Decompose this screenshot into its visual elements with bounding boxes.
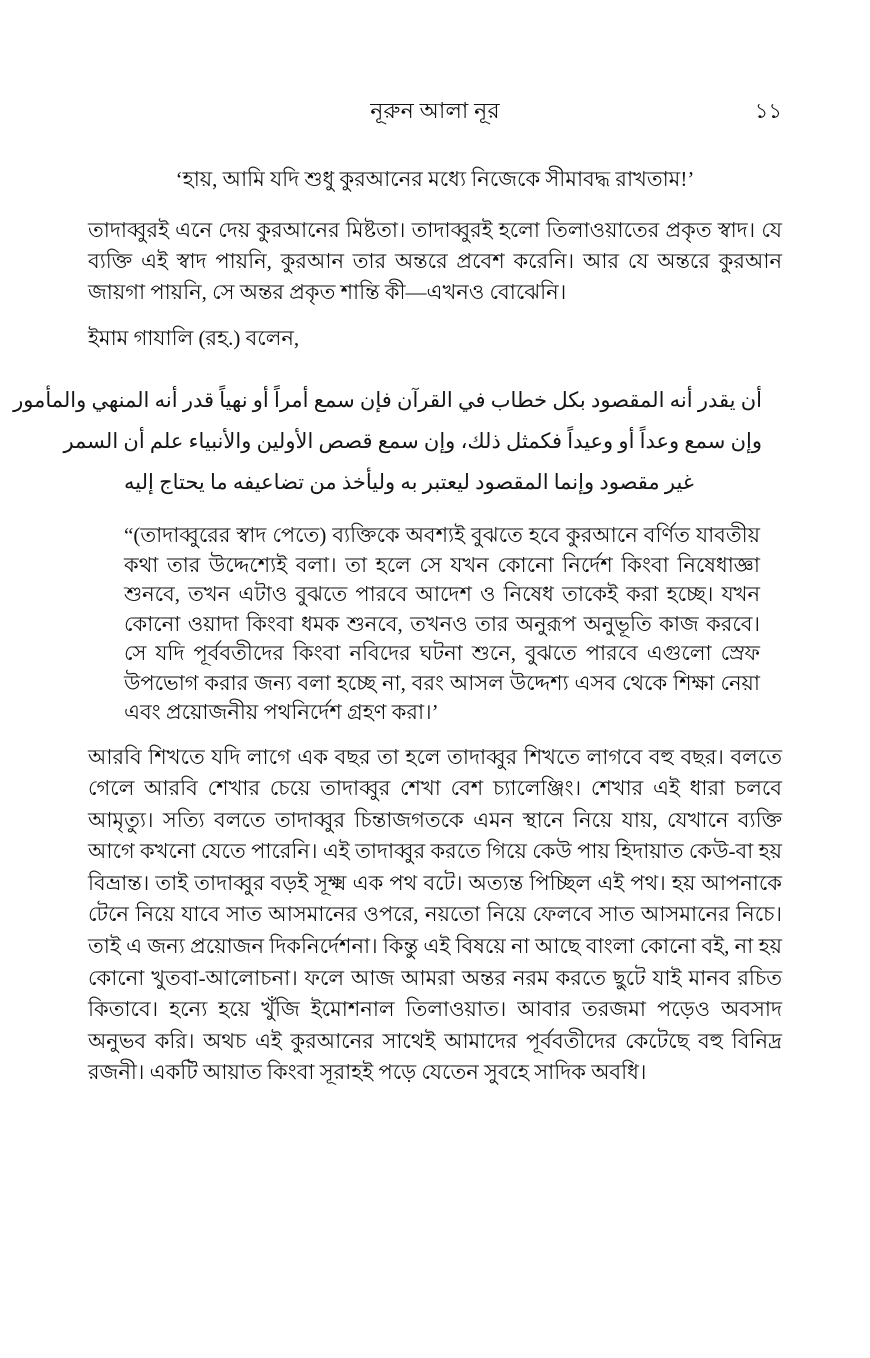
arabic-quote-line-1: أن يقدر أنه المقصود بكل خطاب في القرآن فإن سمع أمراً أو نهياً قدر أنه المنهي والمأمور <box>13 388 762 412</box>
page-number: ১১ <box>754 99 782 123</box>
running-header <box>88 0 782 127</box>
arabic-quote-line-3: غير مقصود وإنما المقصود ليعتبر به وليأخذ من تضاعيفه ما يحتاج إليه <box>124 470 694 494</box>
page-title: নূরুন আলা নূর <box>370 98 500 123</box>
paragraph-tadabbur-intro: তাদাব্বুরই এনে দেয় কুরআনের মিষ্টতা। তাদাব্বুরই হলো তিলাওয়াতের প্রকৃত স্বাদ। যে ব্যক্তি এই স্বাদ পায়নি, কুরআন তার অন্তরে প্রবেশ করেনি। আর যে অন্তরে কুরআন জায়গা পায়নি, সে অন্তর প্রকৃত শান্তি কী—এখনও বোঝেনি। <box>88 218 782 304</box>
text-column <box>13 0 782 1089</box>
arabic-quote-line-2: وإن سمع وعداً أو وعيداً فكمثل ذلك، وإن سمع قصص الأولين والأنبياء علم أن السمر <box>63 429 762 453</box>
closing-paragraph: আরবি শিখতে যদি লাগে এক বছর তা হলে তাদাব্বুর শিখতে লাগবে বহু বছর। বলতে গেলে আরবি শেখার চেয়ে তাদাব্বুর শেখা বেশ চ্যালেঞ্জিং। শেখার এই ধারা চলবে আমৃত্যু। সত্যি বলতে তাদাব্বুর চিন্তাজগতকে এমন স্থানে নিয়ে যায়, যেখানে ব্যক্তি আগে কখনো যেতে পারেনি। এই তাদাব্বুর করতে গিয়ে কেউ পায় হিদায়াত কেউ-বা হয় বিভ্রান্ত। তাই তাদাব্বুর বড়ই সূক্ষ্ম এক পথ বটে। অত্যন্ত পিচ্ছিল এই পথ। হয় আপনাকে টেনে নিয়ে যাবে সাত আসমানের ওপরে, নয়তো নিয়ে ফেলবে সাত আসমানের নিচে। তাই এ জন্য প্রয়োজন দিকনির্দেশনা। কিন্তু এই বিষয়ে না আছে বাংলা কোনো বই, না হয় কোনো খুতবা-আলোচনা। ফলে আজ আমরা অন্তর নরম করতে ছুটে যাই মানব রচিত কিতাবে। হন্যে হয়ে খুঁজি ইমোশনাল তিলাওয়াত। আবার তরজমা পড়েও অবসাদ অনুভব করি। অথচ এই কুরআনের সাথেই আমাদের পূর্ববতীদের কেটেছে বহু বিনিদ্র রজনী। একটি আয়াত কিংবা সূরাহই পড়ে যেতেন সুবহে সাদিক অবধি। <box>88 744 782 1085</box>
epigraph-quote: ‘হায়, আমি যদি শুধু কুরআনের মধ্যে নিজেকে সীমাবদ্ধ রাখতাম!’ <box>175 167 695 191</box>
arabic-quotation-block <box>13 380 762 503</box>
quote-translation: “(তাদাব্বুরের স্বাদ পেতে) ব্যক্তিকে অবশ্যই বুঝতে হবে কুরআনে বর্ণিত যাবতীয় কথা তার উদ্দেশ্যেই বলা। তা হলে সে যখন কোনো নির্দেশ কিংবা নিষেধাজ্ঞা শুনবে, তখন এটাও বুঝতে পারবে আদেশ ও নিষেধ তাকেই করা হচ্ছে। যখন কোনো ওয়াদা কিংবা ধমক শুনবে, তখনও তার অনুরূপ অনুভূতি কাজ করবে। সে যদি পূর্ববতীদের কিংবা নবিদের ঘটনা শুনে, বুঝতে পারবে এগুলো স্রেফ উপভোগ করার জন্য বলা হচ্ছে না, বরং আসল উদ্দেশ্য এসব থেকে শিক্ষা নেয়া এবং প্রয়োজনীয় পথনির্দেশ গ্রহণ করা।’ <box>124 523 760 724</box>
quote-attribution: ইমাম গাযালি (রহ.) বলেন, <box>88 326 300 350</box>
